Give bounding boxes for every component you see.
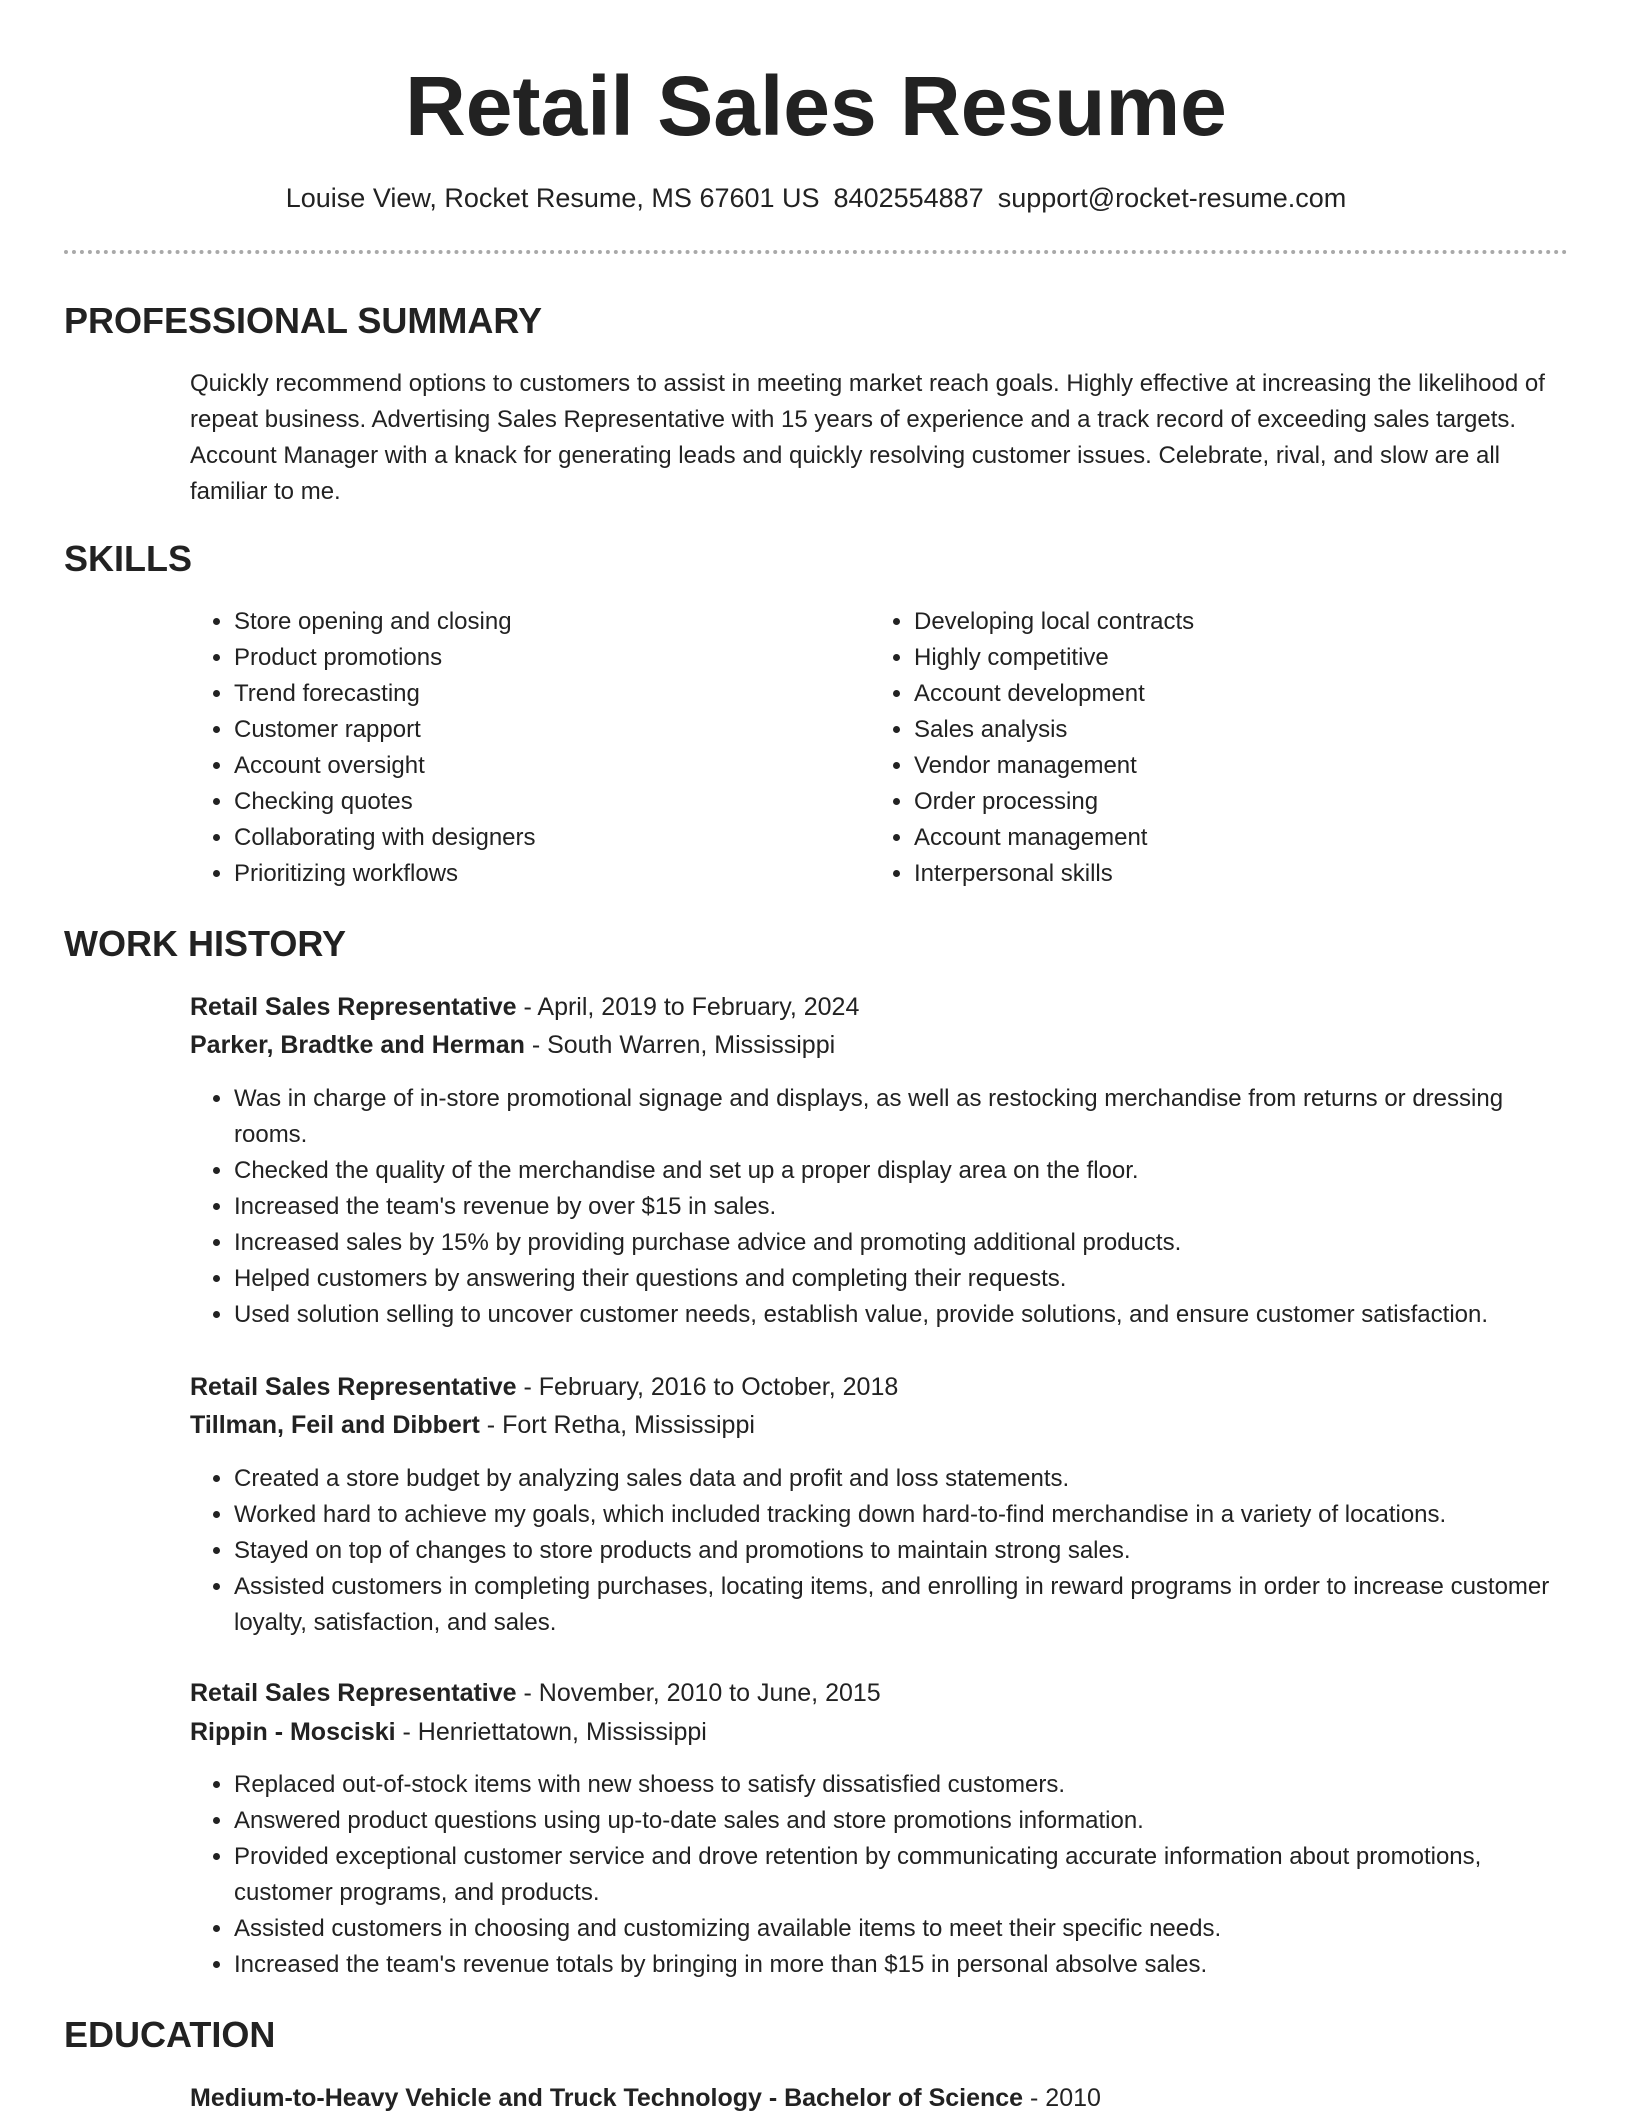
job-duty-item: • Helped customers by answering their questions and completing their requests. [234, 1261, 1570, 1297]
job-duty-item: • Answered product questions using up-to-date sales and store promotions information. [234, 1803, 1570, 1839]
job-duty-item: • Was in charge of in-store promotional signage and displays, as well as restocking merchandise from returns or dressing rooms. [234, 1081, 1570, 1153]
job-duty-item: • Created a store budget by analyzing sales data and profit and loss statements. [234, 1461, 1570, 1497]
contact-address: Louise View, Rocket Resume, MS 67601 US [285, 183, 820, 213]
skills-column-left [190, 604, 810, 892]
job-dates: - November, 2010 to June, 2015 [516, 1679, 881, 1707]
job-duties [190, 1767, 1570, 1983]
job-duty-item: • Increased the team's revenue by over $15 in sales. [234, 1189, 1570, 1225]
job-duty-item: • Checked the quality of the merchandise and set up a proper display area on the floor. [234, 1153, 1570, 1189]
job-duties [190, 1461, 1570, 1641]
job-duty-item: • Used solution selling to uncover customer needs, establish value, provide solutions, and ensure customer satisfaction. [234, 1297, 1570, 1333]
job-title-line [190, 988, 1570, 1026]
contact-phone: 8402554887 [833, 183, 984, 213]
skill-item: • Account oversight [234, 748, 810, 784]
job-title-line [190, 1674, 1570, 1712]
job-company-line [190, 1406, 1570, 1444]
contact-email[interactable]: support@rocket-resume.com [997, 183, 1347, 213]
education-entry [190, 2079, 1570, 2117]
job-role: Retail Sales Representative [190, 1373, 517, 1401]
resume-title: Retail Sales Resume [405, 59, 1227, 153]
skill-item: • Customer rapport [234, 712, 810, 748]
skill-item: • Vendor management [914, 748, 1490, 784]
job-dates: - February, 2016 to October, 2018 [516, 1373, 899, 1401]
job-role: Retail Sales Representative [190, 993, 517, 1021]
job-duty-item: • Assisted customers in choosing and customizing available items to meet their specific needs. [234, 1911, 1570, 1947]
skill-item: • Order processing [914, 784, 1490, 820]
job-location: - South Warren, Mississippi [524, 1031, 836, 1059]
job-dates: - April, 2019 to February, 2024 [516, 993, 860, 1021]
skills-list-right [870, 604, 1490, 892]
job-duty-item: • Replaced out-of-stock items with new shoess to satisfy dissatisfied customers. [234, 1767, 1570, 1803]
skill-item: • Prioritizing workflows [234, 856, 810, 892]
education-degree: Medium-to-Heavy Vehicle and Truck Technology - Bachelor of Science [190, 2084, 1024, 2112]
skill-item: • Account development [914, 676, 1490, 712]
skills-column-right [870, 604, 1490, 892]
job-company: Tillman, Feil and Dibbert [190, 1411, 480, 1439]
job-title-line [190, 1368, 1570, 1406]
job-duties [190, 1081, 1570, 1333]
summary-text: Quickly recommend options to customers to assist in meeting market reach goals. Highly effective at increasing the likelihood of repeat business. Advertising Sales Representative with 15 years of experience and a track record of exceeding sales targets. Account Manager with a knack for generating leads and quickly resolving customer issues. Celebrate, rival, and slow are all familiar to me. [190, 370, 1545, 505]
skill-item: • Interpersonal skills [914, 856, 1490, 892]
skill-item: • Highly competitive [914, 640, 1490, 676]
job-duty-item: • Increased the team's revenue totals by bringing in more than $15 in personal absolve sales. [234, 1947, 1570, 1983]
section-title-education: EDUCATION [64, 2014, 276, 2055]
job-duty-item: • Stayed on top of changes to store products and promotions to maintain strong sales. [234, 1533, 1570, 1569]
skill-item: • Account management [914, 820, 1490, 856]
job-duty-item: • Assisted customers in completing purchases, locating items, and enrolling in reward programs in order to increase customer loyalty, satisfaction, and sales. [234, 1569, 1570, 1641]
job-duty-item: • Worked hard to achieve my goals, which included tracking down hard-to-find merchandise in a variety of locations. [234, 1497, 1570, 1533]
job-company-line [190, 1026, 1570, 1064]
job-duty-item: • Increased sales by 15% by providing purchase advice and promoting additional products. [234, 1225, 1570, 1261]
job-location: - Henriettatown, Mississippi [395, 1718, 707, 1746]
job-role: Retail Sales Representative [190, 1679, 517, 1707]
skill-item: • Store opening and closing [234, 604, 810, 640]
skill-item: • Checking quotes [234, 784, 810, 820]
skill-item: • Sales analysis [914, 712, 1490, 748]
skill-item: • Product promotions [234, 640, 810, 676]
job-company: Rippin - Mosciski [190, 1718, 396, 1746]
job-location: - Fort Retha, Mississippi [479, 1411, 755, 1439]
section-title-summary: PROFESSIONAL SUMMARY [64, 300, 543, 341]
section-title-skills: SKILLS [64, 538, 193, 579]
section-title-work-history: WORK HISTORY [64, 923, 347, 964]
job-company: Parker, Bradtke and Herman [190, 1031, 525, 1059]
education-year: - 2010 [1023, 2084, 1101, 2112]
skill-item: • Trend forecasting [234, 676, 810, 712]
skill-item: • Developing local contracts [914, 604, 1490, 640]
skills-list-left [190, 604, 810, 892]
job-company-line [190, 1713, 1570, 1751]
header-divider [64, 250, 1568, 254]
contact-line [0, 180, 1632, 216]
job-duty-item: • Provided exceptional customer service and drove retention by communicating accurate information about promotions, customer programs, and products. [234, 1839, 1570, 1911]
skill-item: • Collaborating with designers [234, 820, 810, 856]
